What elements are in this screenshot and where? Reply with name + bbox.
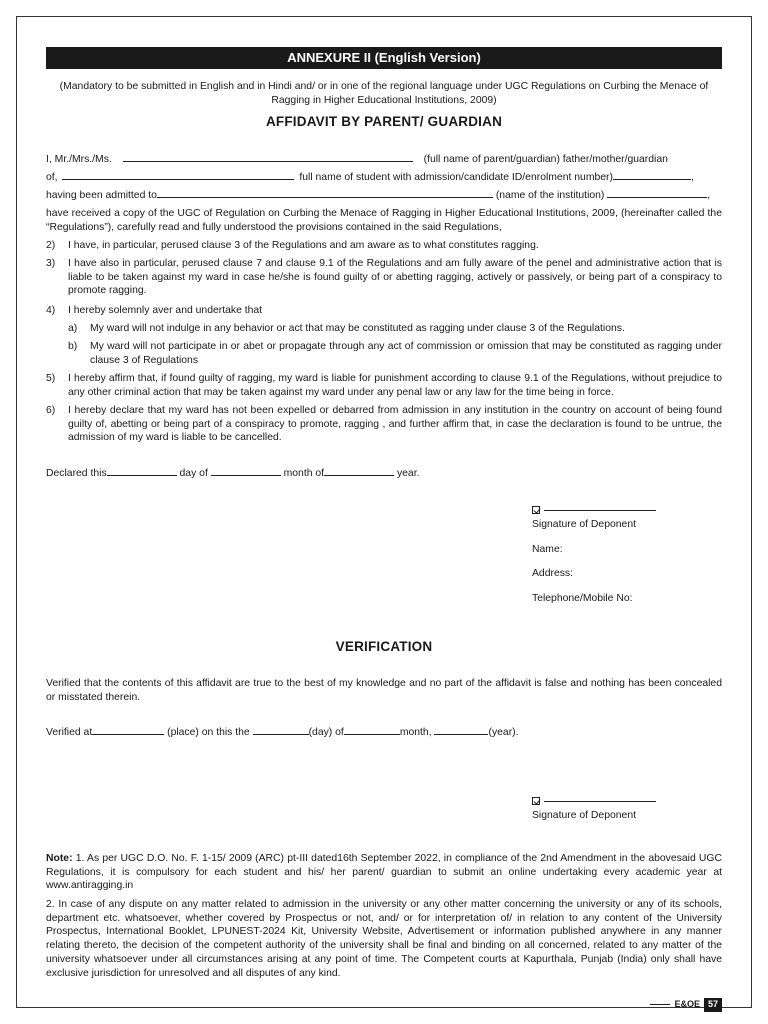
verification-text: Verified that the contents of this affidavit are true to the best of my knowledge and no part of the affidavit is false and nothing has been concealed or misstated therein. — [46, 678, 722, 703]
clause-6: 6) I hereby declare that my ward has not been expelled or debarred from admission in any institution in the country on account of being found guilty of, abetting or being part of a conspiracy to promote, ragging , and further affirm that, in case the declaration is found to be untrue, the admission of my ward is liable to be cancelled. — [46, 405, 722, 444]
clause-5: 5) I hereby affirm that, if found guilty of ragging, my ward is liable for punishment according to clause 9.1 of the Regulations, without prejudice to any other criminal action that may be taken against my ward under any penal law or any law for the time being in force. — [46, 373, 722, 398]
affidavit-title: AFFIDAVIT BY PARENT/ GUARDIAN — [265, 114, 503, 129]
student-name-blank[interactable] — [62, 171, 294, 180]
signature-block — [532, 504, 656, 606]
signature-label: Signature of Deponent — [532, 810, 636, 821]
declared-month-blank[interactable] — [211, 467, 281, 476]
student-id-blank[interactable] — [613, 171, 691, 180]
note-2: 2. In case of any dispute on any matter related to admission in the university or any other matter concerning the university or any of its schools, department etc. whatsoever, whether covered by Prospectus or not, and/ or for interpretation of/ in relation to any content of the University Prospectus, International Booklet, LPUNEST-2024 Kit, University Website, Advertisement or information published anywhere in any manner relating thereto, the decision of the competent authority of the university shall be final and binding on all concerned, related to any matter of the university whatsoever under all circumstances arising at any point of time. The Competent courts at Kapurthala, Punjab (India) only shall have exclusive jurisdiction for unresolved and all disputes of any kind. — [46, 899, 722, 979]
institution-blank[interactable] — [157, 189, 493, 198]
clause-2: 2) I have, in particular, perused clause 3 of the Regulations and am aware as to what constitutes ragging. — [46, 240, 539, 251]
page-footer — [650, 998, 722, 1012]
annexure-header: ANNEXURE II (English Version) — [46, 47, 722, 69]
name-label: Name: — [532, 543, 563, 555]
declared-day-blank[interactable] — [107, 467, 177, 476]
checkbox-icon[interactable] — [532, 506, 540, 514]
verified-line: Verified at (place) on this the (day) of month, (year). — [46, 727, 519, 738]
checkbox-icon[interactable] — [532, 797, 540, 805]
institution-blank-2[interactable] — [607, 189, 707, 198]
student-name-line: of, full name of student with admission/candidate ID/enrolment number) , — [46, 172, 694, 183]
clause-3: 3) I have also in particular, perused clause 7 and clause 9.1 of the Regulations and am fully aware of the penel and administrative action that is liable to be taken against my ward in case he/she is found guilty of or abetting ragging, actively or passively, or being part of a conspiracy to promote ragging. — [46, 258, 722, 297]
clause-1: have received a copy of the UGC of Regulation on Curbing the Menace of Ragging in Higher Educational Institutions, 2009, (hereinafter called the “Regulations”), carefully read and fully understood the provisions contained in the said Regulations, — [46, 208, 722, 233]
signature-line[interactable] — [544, 801, 656, 802]
verified-year-blank[interactable] — [434, 726, 488, 735]
eoe-label: E&OE — [674, 999, 700, 1009]
institution-line: having been admitted to (name of the institution) , — [46, 190, 711, 201]
phone-label: Telephone/Mobile No: — [532, 593, 633, 605]
declared-line: Declared this day of month of year. — [46, 468, 420, 479]
signature-line[interactable] — [544, 510, 656, 511]
page-number: 57 — [704, 998, 722, 1012]
mandatory-note: (Mandatory to be submitted in English and in Hindi and/ or in one of the regional language under UGC Regulations on Curbing the Menace of Ragging in Higher Educational Institutions, 2009) — [59, 81, 709, 106]
verified-month-blank[interactable] — [344, 726, 400, 735]
address-label: Address: — [532, 568, 574, 580]
clause-4: 4) I hereby solemnly aver and undertake that — [46, 305, 263, 316]
signature-label: Signature of Deponent — [532, 519, 636, 530]
note-1: Note: 1. As per UGC D.O. No. F. 1-15/ 2009 (ARC) pt-III dated16th September 2022, in compliance of the 2nd Amendment in the abovesaid UGC Regulations, it is compulsory for each student and his/ her parent/ guardian to submit an online undertaking every academic year at www.antiragging.in — [46, 853, 722, 892]
signature-block-2 — [532, 795, 656, 823]
clause-4b: b) My ward will not participate in or abet or propagate through any act of commission or omission that may be constituted as ragging under clause 3 of Regulations — [68, 341, 722, 366]
parent-name-line: I, Mr./Mrs./Ms. (full name of parent/guardian) father/mother/guardian — [46, 154, 668, 165]
clause-4a: a) My ward will not indulge in any behavior or act that may be constituted as ragging under clause 3 of the Regulations. — [68, 323, 625, 334]
verified-day-blank[interactable] — [253, 726, 309, 735]
parent-name-blank[interactable] — [123, 153, 413, 162]
verified-place-blank[interactable] — [92, 726, 164, 735]
declared-year-blank[interactable] — [324, 467, 394, 476]
verification-title: VERIFICATION — [335, 639, 433, 654]
